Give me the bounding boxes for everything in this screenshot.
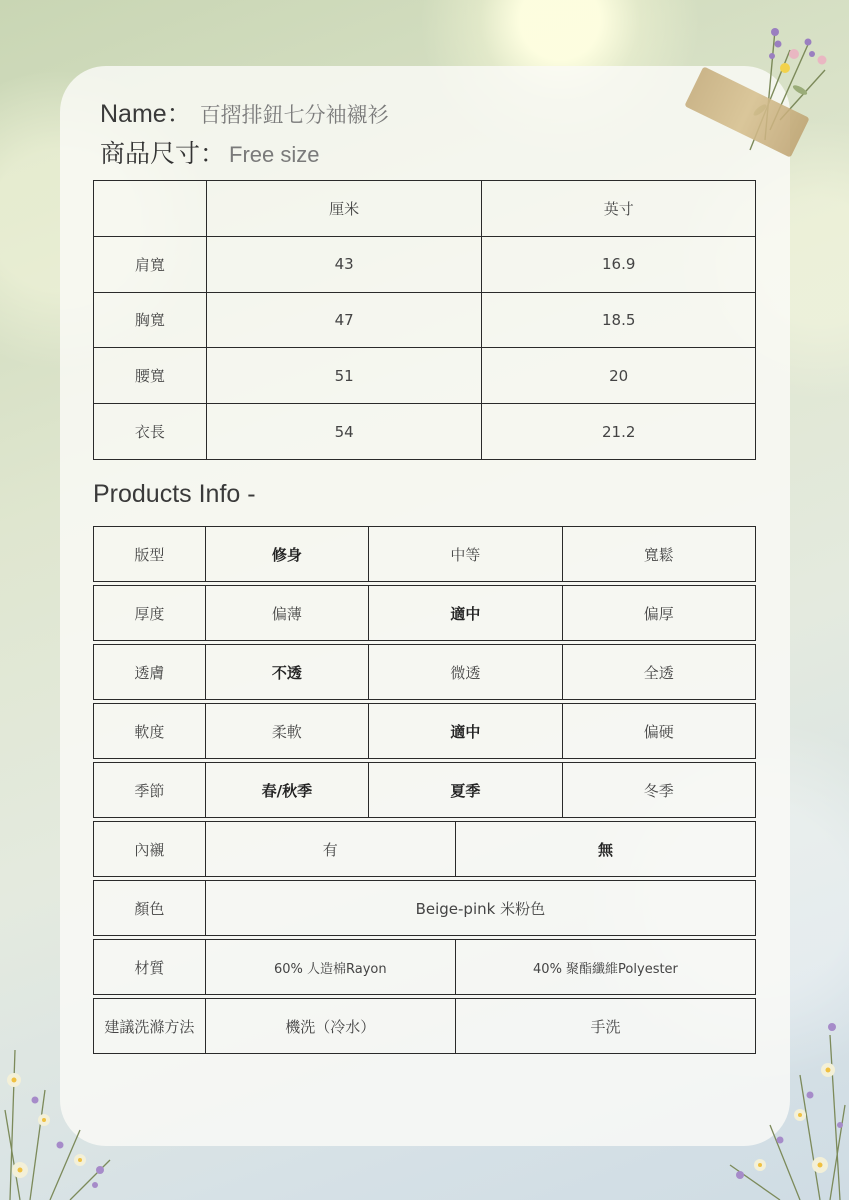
size-table-header-inch: 英寸 xyxy=(482,181,756,237)
size-table-header-corner xyxy=(94,181,207,237)
info-material-value: 40% 聚酯纖維Polyester xyxy=(455,940,755,994)
info-row-label: 材質 xyxy=(134,958,165,977)
size-table-row xyxy=(94,236,756,292)
info-row-label: 軟度 xyxy=(134,722,165,741)
product-size-line xyxy=(100,134,320,170)
info-option-selected: 春/秋季 xyxy=(205,763,369,817)
products-info-heading: Products Info - xyxy=(93,480,256,508)
info-row-label: 建議洗滌方法 xyxy=(104,1017,195,1036)
product-size: Free size xyxy=(229,142,320,167)
info-row-washing xyxy=(93,998,756,1054)
info-row-label: 季節 xyxy=(134,781,165,800)
size-row-label: 胸寬 xyxy=(94,292,207,348)
size-row-cm: 47 xyxy=(206,292,482,348)
size-table-row xyxy=(94,292,756,348)
info-row-lining xyxy=(93,821,756,877)
info-row-thickness xyxy=(93,585,756,641)
size-row-inch: 21.2 xyxy=(482,404,756,460)
info-row-softness xyxy=(93,703,756,759)
info-material-value: 60% 人造棉Rayon xyxy=(205,940,455,994)
info-row-fit xyxy=(93,526,756,582)
size-row-cm: 51 xyxy=(206,348,482,404)
size-table-row xyxy=(94,404,756,460)
info-option: 有 xyxy=(205,822,455,876)
info-row-label: 顏色 xyxy=(134,899,165,918)
info-row-material xyxy=(93,939,756,995)
name-label: Name： xyxy=(100,100,192,128)
info-option: 微透 xyxy=(368,645,561,699)
product-name: 百摺排鈕七分袖襯衫 xyxy=(199,103,389,127)
size-row-label: 腰寬 xyxy=(94,348,207,404)
size-row-cm: 54 xyxy=(206,404,482,460)
info-row-sheer xyxy=(93,644,756,700)
info-option: 中等 xyxy=(368,527,561,581)
info-washing-value: 機洗（冷水） xyxy=(205,999,455,1053)
size-row-inch: 18.5 xyxy=(482,292,756,348)
size-table xyxy=(93,180,756,460)
info-row-season xyxy=(93,762,756,818)
product-name-line xyxy=(100,94,389,130)
size-table-row xyxy=(94,348,756,404)
size-label: 商品尺寸： xyxy=(100,139,226,168)
info-option: 柔軟 xyxy=(205,704,369,758)
size-row-inch: 16.9 xyxy=(482,236,756,292)
info-option: 偏硬 xyxy=(562,704,755,758)
size-row-label: 肩寬 xyxy=(94,236,207,292)
info-option: 全透 xyxy=(562,645,755,699)
info-option-selected: 不透 xyxy=(205,645,369,699)
info-washing-value: 手洗 xyxy=(455,999,755,1053)
info-option-selected: 適中 xyxy=(368,586,561,640)
info-option: 偏厚 xyxy=(562,586,755,640)
info-color-value: Beige-pink 米粉色 xyxy=(205,881,755,935)
size-row-cm: 43 xyxy=(206,236,482,292)
info-row-color xyxy=(93,880,756,936)
info-option-selected: 無 xyxy=(455,822,755,876)
info-row-label: 厚度 xyxy=(134,604,165,623)
info-row-label: 版型 xyxy=(134,545,165,564)
info-option-selected: 夏季 xyxy=(368,763,561,817)
info-option: 寬鬆 xyxy=(562,527,755,581)
size-row-label: 衣長 xyxy=(94,404,207,460)
info-option-selected: 修身 xyxy=(205,527,369,581)
info-row-label: 內襯 xyxy=(134,840,165,859)
info-option: 冬季 xyxy=(562,763,755,817)
size-table-header-cm: 厘米 xyxy=(206,181,482,237)
size-table-header-row xyxy=(94,181,756,237)
info-option-selected: 適中 xyxy=(368,704,561,758)
info-option: 偏薄 xyxy=(205,586,369,640)
size-row-inch: 20 xyxy=(482,348,756,404)
info-row-label: 透膚 xyxy=(134,663,165,682)
